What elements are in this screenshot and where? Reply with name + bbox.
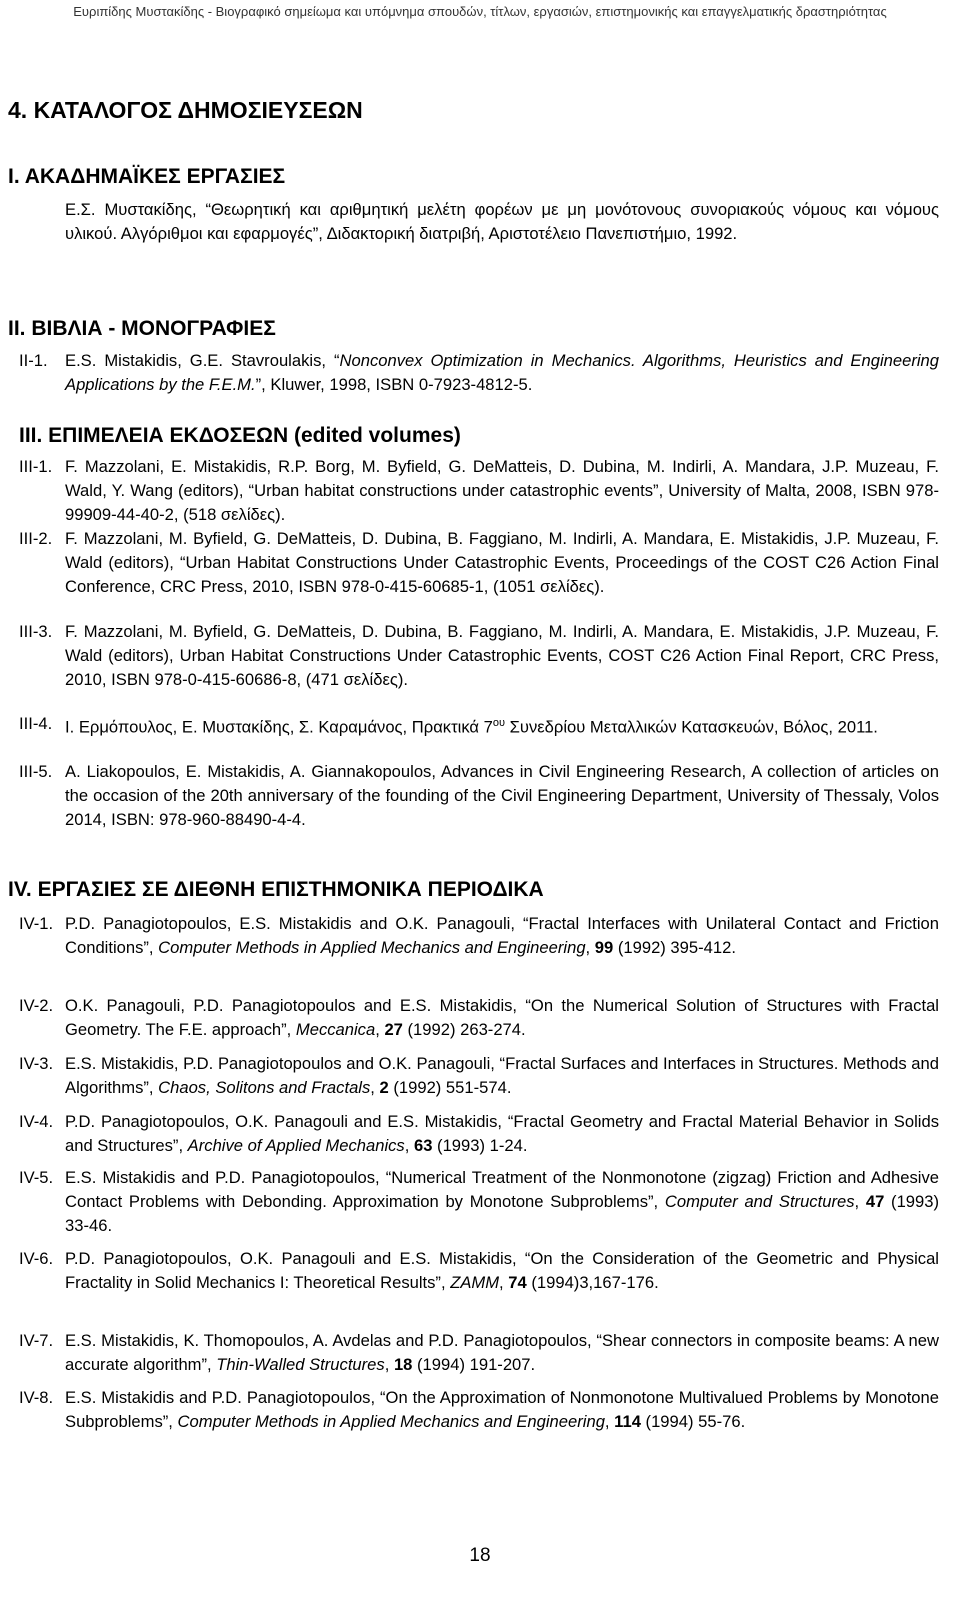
text-segment: ”, Kluwer, 1998, ISBN 0-7923-4812-5. — [255, 374, 533, 394]
text-segment: F. Mazzolani, M. Byfield, G. DeMatteis, D. Dubina, B. Faggiano, M. Indirli, A. Mandara, E. Mistakidis, J.P. Muzeau, F. Wald (editors), “Urban Habitat Constructions Under Catastrophic Events, Proceedings of the COST C26 Action Final Conference, CRC Press, 2010, ISBN 978-0-415-60685-1, (1051 σελίδες). — [65, 529, 939, 596]
publication-entry — [19, 1166, 939, 1237]
text-segment: 18 — [393, 1354, 413, 1374]
text-segment: Συνεδρίου Μεταλλικών Κατασκευών, Βόλος, 2011. — [505, 717, 878, 737]
entry-text — [65, 527, 939, 598]
text-segment: , — [604, 1411, 615, 1431]
publication-entry — [19, 1329, 939, 1377]
text-segment: E.S. Mistakidis, G.E. Stavroulakis, “ — [65, 351, 340, 370]
entry-number: IV-3. — [19, 1054, 54, 1073]
text-segment: E.S. Mistakidis, K. Thomopoulos, A. Avdelas and P.D. Panagiotopoulos, “Shear connectors in composite beams: A new accurate algorithm”, — [65, 1331, 939, 1374]
text-segment: Chaos, Solitons and Fractals — [158, 1077, 371, 1097]
text-segment: P.D. Panagiotopoulos, O.K. Panagouli and E.S. Mistakidis, “On the Consideration of the Geometric and Physical Fractality in Solid Mechanics I: Theoretical Results”, — [65, 1249, 939, 1292]
entry-number: IV-1. — [19, 914, 54, 933]
text-segment: (1992) 263-274. — [402, 1019, 526, 1039]
text-segment: O.K. Panagouli, P.D. Panagiotopoulos and E.S. Mistakidis, “On the Numerical Solution of Structures with Fractal Geometry. The F.E. approach”, — [65, 996, 939, 1039]
text-segment: Computer and Structures — [664, 1191, 855, 1211]
publication-entry — [19, 712, 939, 739]
entry-text — [65, 994, 939, 1042]
publication-entry — [19, 349, 939, 397]
text-segment: 47 — [865, 1191, 885, 1211]
text-segment: 2 — [379, 1077, 389, 1097]
text-segment: E.S. Mistakidis and P.D. Panagiotopoulos, “On the Approximation of Nonmonotone Multivalued Problems by Monotone Subproblems”, — [65, 1388, 939, 1431]
text-segment: 99 — [594, 937, 614, 957]
entry-text — [65, 455, 939, 526]
publication-entry — [19, 198, 939, 246]
section-heading: II. ΒΙΒΛΙΑ - ΜΟΝΟΓΡΑΦΙΕΣ — [8, 317, 276, 340]
text-segment: 63 — [413, 1135, 433, 1155]
publication-entry — [19, 1386, 939, 1434]
text-segment: 27 — [384, 1019, 403, 1039]
entry-number: IV-5. — [19, 1168, 54, 1187]
text-segment: , — [585, 937, 595, 957]
entry-text — [65, 1110, 939, 1158]
entry-number: IV-6. — [19, 1249, 54, 1268]
text-segment: Nonconvex Optimization in Mechanics. Algorithms, Heuristics and Engineering Applications by the F.E.M. — [65, 351, 939, 394]
publication-entry — [19, 455, 939, 526]
page-header: Ευριπίδης Μυστακίδης - Βιογραφικό σημείωμα και υπόμνημα σπουδών, τίτλων, εργασιών, επιστημονικής και επαγγελματικής δραστηριότητας — [73, 4, 887, 19]
text-segment: , — [854, 1191, 866, 1211]
publication-entry — [19, 1052, 939, 1100]
text-segment: (1993) 33-46. — [65, 1191, 940, 1235]
text-segment: ου — [492, 717, 505, 729]
publication-entry — [19, 1110, 939, 1158]
text-segment: A. Liakopoulos, E. Mistakidis, A. Giannakopoulos, Advances in Civil Engineering Research, A collection of articles on the occasion of the 20th anniversary of the founding of the Civil Engineering Department, University of Thessaly, Volos 2014, ISBN: 978-960-88490-4-4. — [65, 762, 939, 829]
page-title: 4. ΚΑΤΑΛΟΓΟΣ ΔΗΜΟΣΙΕΥΣΕΩΝ — [8, 97, 363, 123]
entry-text — [65, 198, 939, 246]
publication-entry — [19, 912, 939, 960]
section-heading: IV. ΕΡΓΑΣΙΕΣ ΣΕ ΔΙΕΘΝΗ ΕΠΙΣΤΗΜΟΝΙΚΑ ΠΕΡΙΟΔΙΚΑ — [8, 878, 544, 901]
text-segment: ZAMM — [450, 1272, 500, 1292]
text-segment: Computer Methods in Applied Mechanics and Engineering — [177, 1411, 605, 1431]
text-segment: (1992) 395-412. — [613, 937, 736, 957]
entry-text — [65, 1166, 939, 1237]
publication-entry — [19, 760, 939, 831]
text-segment: , — [404, 1135, 414, 1155]
entry-text — [65, 349, 939, 397]
section-heading: Ι. ΑΚΑΔΗΜΑΪΚΕΣ ΕΡΓΑΣΙΕΣ — [8, 165, 286, 188]
text-segment: F. Mazzolani, E. Mistakidis, R.P. Borg, M. Byfield, G. DeMatteis, D. Dubina, M. Indirli, A. Mandara, J.P. Muzeau, F. Wald, Y. Wang (editors), “Urban habitat constructions under catastrophic events”, University of Malta, 2008, ISBN 978-99909-44-40-2, (518 σελίδες). — [65, 457, 939, 524]
text-segment: 74 — [508, 1272, 527, 1292]
text-segment: (1993) 1-24. — [432, 1135, 528, 1155]
entry-text — [65, 1247, 939, 1295]
text-segment: (1992) 551-574. — [388, 1077, 512, 1097]
text-segment: (1994) 55-76. — [640, 1411, 746, 1431]
publication-entry — [19, 1247, 939, 1295]
entry-number: III-1. — [19, 457, 53, 476]
entry-text — [65, 1386, 939, 1434]
text-segment: Computer Methods in Applied Mechanics and Engineering — [158, 937, 586, 957]
text-segment: Meccanica — [295, 1019, 376, 1039]
entry-number: IV-7. — [19, 1331, 54, 1350]
text-segment: , — [499, 1272, 509, 1292]
text-segment: P.D. Panagiotopoulos, O.K. Panagouli and E.S. Mistakidis, “Fractal Geometry and Fractal Material Behavior in Solids and Structures”, — [65, 1112, 939, 1155]
text-segment: (1994)3,167-176. — [526, 1272, 659, 1292]
section-heading: III. ΕΠΙΜΕΛΕΙΑ ΕΚΔΟΣΕΩΝ (edited volumes) — [19, 424, 461, 447]
text-segment: Archive of Applied Mechanics — [187, 1135, 405, 1155]
text-segment: E.S. Mistakidis and P.D. Panagiotopoulos, “Numerical Treatment of the Nonmonotone (zigzag) Friction and Adhesive Contact Problems with Debonding. Approximation by Monotone Subproblems”, — [65, 1168, 939, 1211]
entry-text — [65, 620, 939, 691]
entry-number: IV-2. — [19, 996, 54, 1015]
text-segment: Ε.Σ. Μυστακίδης, “Θεωρητική και αριθμητική μελέτη φορέων με μη μονότονους συνοριακούς νόμους και νόμους υλικού. Αλγόριθμοι και εφαρμογές”, Διδακτορική διατριβή, Αριστοτέλειο Πανεπιστήμιο, 1992. — [65, 200, 939, 243]
entry-number: III-3. — [19, 622, 53, 641]
text-segment: P.D. Panagiotopoulos, E.S. Mistakidis and O.K. Panagouli, “Fractal Interfaces with Unilateral Contact and Friction Conditions”, — [65, 914, 939, 957]
entry-text — [65, 1052, 939, 1100]
text-segment: F. Mazzolani, M. Byfield, G. DeMatteis, D. Dubina, B. Faggiano, M. Indirli, A. Mandara, E. Mistakidis, J.P. Muzeau, F. Wald (editors), Urban Habitat Constructions Under Catastrophic Events, COST C26 Action Final Report, CRC Press, 2010, ISBN 978-0-415-60686-8, (471 σελίδες). — [65, 622, 939, 689]
entry-number: II-1. — [19, 351, 48, 370]
entry-text — [65, 760, 939, 831]
text-segment: , — [370, 1077, 380, 1097]
entry-number: III-5. — [19, 762, 53, 781]
entry-number: III-2. — [19, 529, 53, 548]
text-segment: (1994) 191-207. — [412, 1354, 536, 1374]
publication-entry — [19, 620, 939, 691]
entry-number: III-4. — [19, 714, 53, 733]
text-segment: Thin-Walled Structures — [216, 1354, 385, 1374]
text-segment: E.S. Mistakidis, P.D. Panagiotopoulos and O.K. Panagouli, “Fractal Surfaces and Interfaces in Structures. Methods and Algorithms”, — [65, 1054, 939, 1097]
entry-number: IV-8. — [19, 1388, 54, 1407]
publication-entry — [19, 994, 939, 1042]
text-segment: , — [384, 1354, 394, 1374]
text-segment: Ι. Ερμόπουλος, Ε. Μυστακίδης, Σ. Καραμάνος, Πρακτικά 7 — [65, 717, 493, 737]
entry-text — [65, 1329, 939, 1377]
publication-entry — [19, 527, 939, 598]
text-segment: , — [375, 1019, 385, 1039]
entry-text — [65, 912, 939, 960]
text-segment: 114 — [614, 1411, 641, 1431]
entry-text — [65, 712, 939, 739]
entry-number: IV-4. — [19, 1112, 54, 1131]
page-number: 18 — [469, 1545, 491, 1566]
